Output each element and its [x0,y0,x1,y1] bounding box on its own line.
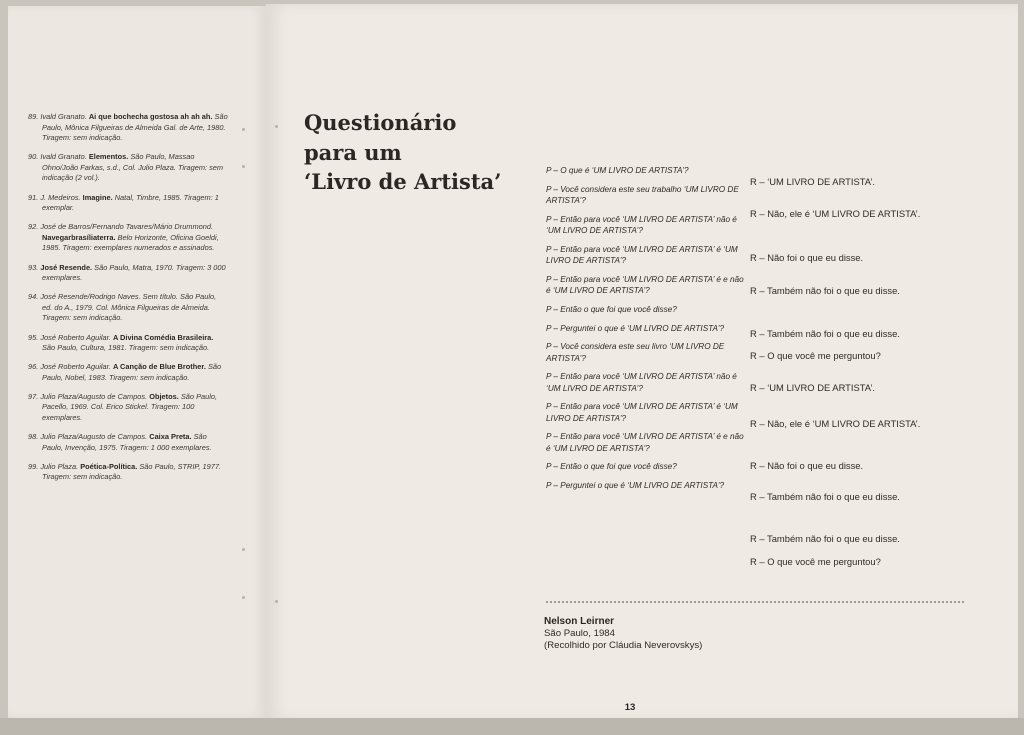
question-item: P – Perguntei o que é ‘UM LIVRO DE ARTISTA’? [546,481,725,491]
answer-item: R – O que você me perguntou? [750,350,881,361]
bibliography-author: José Resende/Rodrigo Naves. Sem título. [40,292,178,302]
question-item: P – Então para você ‘UM LIVRO DE ARTISTA’ é ‘UM LIVRO DE ARTISTA’? [546,244,738,265]
question-item: P – O que é ‘UM LIVRO DE ARTISTA’? [546,166,689,175]
question-item: P – Então para você ‘UM LIVRO DE ARTISTA’ é ‘UM LIVRO DE ARTISTA’? [546,402,738,423]
signature-block [544,615,804,653]
question-item: P – Então para você ‘UM LIVRO DE ARTISTA’ é e não é ‘UM LIVRO DE ARTISTA’? [546,432,744,453]
bibliography-item [28,362,228,383]
bibliography-item [28,292,228,324]
bibliography-title: A Divina Comédia Brasileira. [112,332,214,342]
bibliography-item [28,112,228,144]
answer-item: R – ‘UM LIVRO DE ARTISTA’. [750,382,876,393]
answer-item: R – Não foi o que eu disse. [750,460,864,471]
answer-item: R – Também não foi o que eu disse. [750,533,900,544]
bibliography-details: São Paulo, Pacello, 1969. Col. Erico Stickel. Tiragem: 100 exemplares. [42,391,218,423]
bibliography-num: 99. [28,461,39,471]
bibliography-num: 91. [28,192,39,202]
answer-item: R – ‘UM LIVRO DE ARTISTA’. [750,176,876,187]
bibliography-author: Ivald Granato. [40,112,87,121]
questions-column [546,165,746,499]
bibliography-num: 94. [28,292,39,302]
bibliography-num: 93. [28,262,39,272]
bibliography-title: Objetos. [149,391,179,401]
bibliography-num: 90. [28,152,39,162]
place-date: São Paulo, 1984 [544,628,615,639]
question-item: P – Então o que foi que você disse? [546,462,677,472]
bibliography-item [28,333,228,354]
bibliography-title: José Resende. [40,262,93,272]
answer-item: R – Não, ele é ‘UM LIVRO DE ARTISTA’. [750,208,921,219]
bibliography-author: José Roberto Aguilar. [40,362,111,372]
title-line-1: Questionário [304,110,457,135]
collection-note: (Recolhido por Cláudia Neverovskys) [544,640,703,652]
author-name: Nelson Leirner [544,616,615,627]
bibliography-details: Belo Horizonte, Oficina Goeldi, 1985. Tiragem: exemplares numerados e assinados. [42,232,219,253]
bibliography-details: São Paulo, Cultura, 1981. Tiragem: sem indicação. [42,343,210,353]
page-title [304,108,544,197]
bibliography-item [28,222,228,254]
question-item: P – Perguntei o que é ‘UM LIVRO DE ARTISTA’? [546,323,725,333]
bibliography-item [28,432,228,453]
bibliography-num: 97. [28,391,39,401]
question-item: P – Você considera este seu trabalho ‘UM LIVRO DE ARTISTA’? [546,184,739,205]
question-item: P – Então para você ‘UM LIVRO DE ARTISTA’ não é ‘UM LIVRO DE ARTISTA’? [546,214,737,235]
bibliography-item [28,152,228,184]
bibliography-details: São Paulo, Massao Ohno/João Farkas, s.d., Col. Julio Plaza. Tiragem: sem indicação (2 vol.). [42,152,224,183]
bibliography-item [28,392,228,424]
bibliography-num: 98. [28,432,39,442]
dotted-divider [546,601,964,603]
title-line-3: ‘Livro de Artista’ [304,169,502,194]
bibliography-title: Imagine. [82,192,113,202]
bibliography-title: Navegarbrasíliaterra. [42,232,116,242]
bibliography-author: Julio Plaza/Augusto de Campos. [40,391,148,401]
bibliography-title: A Canção de Blue Brother. [112,362,206,372]
question-item: P – Você considera este seu livro ‘UM LIVRO DE ARTISTA’? [546,342,725,363]
bibliography-author: Julio Plaza. [40,461,79,471]
bibliography-details: São Paulo, Invenção, 1975. Tiragem: 1 000 exemplares. [42,432,212,452]
page-bottom-edge [0,718,1024,735]
bibliography-num: 95. [28,332,39,342]
answer-item: R – Também não foi o que eu disse. [750,491,900,502]
question-item: P – Então para você ‘UM LIVRO DE ARTISTA’ é e não é ‘UM LIVRO DE ARTISTA’? [546,274,744,295]
bibliography-author: Ivald Granato. [40,152,87,162]
bibliography-details: São Paulo, Mônica Filgueiras de Almeida Gal. de Arte, 1980. Tiragem: sem indicação. [42,112,228,143]
bibliography-title: Caixa Preta. [149,432,192,442]
bibliography-num: 92. [28,222,39,232]
bibliography-author: José de Barros/Fernando Tavares/Mário Drummond. [40,222,214,232]
bibliography-author: J. Medeiros. [40,192,81,202]
bibliography-title: Poética-Política. [80,461,138,471]
bibliography-num: 89. [28,112,39,121]
bibliography-details: São Paulo, Matra, 1970. Tiragem: 3 000 exemplares. [42,262,226,283]
bibliography-num: 96. [28,362,39,372]
bibliography-item [28,193,228,214]
bibliography-title: Elementos. [88,152,129,162]
question-item: P – Então para você ‘UM LIVRO DE ARTISTA’ não é ‘UM LIVRO DE ARTISTA’? [546,372,737,393]
bibliography-details: São Paulo, STRIP, 1977. Tiragem: sem indicação. [42,461,221,482]
bibliography-title: Ai que bochecha gostosa ah ah ah. [88,112,213,121]
bibliography-list [28,112,228,492]
bibliography-item [28,462,228,483]
bibliography-details: São Paulo, Nobel, 1983. Tiragem: sem indicação. [42,362,222,382]
bibliography-item [28,263,228,284]
answer-item: R – Também não foi o que eu disse. [750,285,900,296]
bibliography-details: São Paulo, ed. do A., 1979. Col. Mônica Filgueiras de Almeida. Tiragem: sem indicação. [42,292,217,323]
question-item: P – Então o que foi que você disse? [546,304,677,314]
bibliography-author: José Roberto Aguilar. [40,332,111,342]
answer-item: R – Também não foi o que eu disse. [750,328,900,339]
page-number: 13 [624,702,636,713]
answer-item: R – Não, ele é ‘UM LIVRO DE ARTISTA’. [750,418,921,429]
title-line-2: para um [304,139,402,165]
bibliography-author: Julio Plaza/Augusto de Campos. [40,432,148,442]
bibliography-details: Natal, Timbre, 1985. Tiragem: 1 exemplar. [42,192,219,213]
answer-item: R – Não foi o que eu disse. [750,252,864,263]
answer-item: R – O que você me perguntou? [750,556,881,567]
